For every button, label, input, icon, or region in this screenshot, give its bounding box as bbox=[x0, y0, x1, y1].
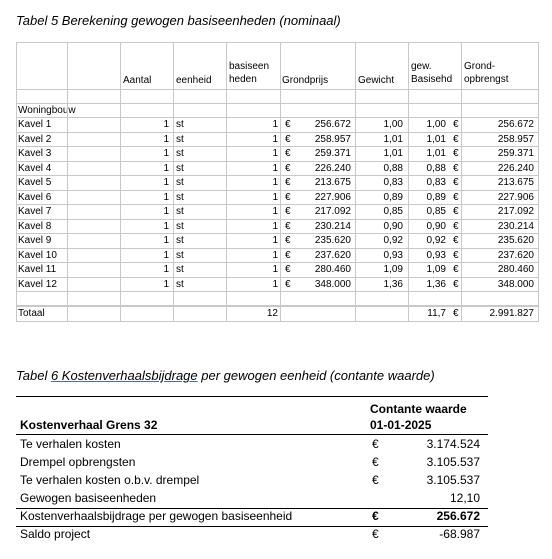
table5-gridline-horizontal bbox=[16, 117, 538, 118]
row-gewicht: 0,88 bbox=[383, 162, 403, 174]
row-grondopbrengst: 259.371 bbox=[497, 148, 534, 159]
row-gew-basiseenheden: 0,89 bbox=[426, 191, 446, 203]
row-gew-basiseenheden: 0,93 bbox=[426, 249, 446, 261]
row-gewicht: 0,92 bbox=[383, 235, 403, 246]
row-grondprijs-currency: € bbox=[285, 177, 291, 188]
table6-caption-prefix: Tabel bbox=[16, 368, 51, 383]
row-name: Kavel 2 bbox=[18, 133, 52, 145]
row-eenheid: st bbox=[176, 162, 184, 174]
table5-gridline-horizontal bbox=[16, 175, 538, 176]
table6-row-currency: € bbox=[372, 473, 379, 487]
table5-gridline-horizontal bbox=[16, 89, 538, 90]
row-gew-basiseenheden: 1,00 bbox=[426, 119, 446, 130]
table5-gridline-vertical bbox=[461, 42, 462, 322]
row-grondopbrengst: 256.672 bbox=[497, 119, 534, 130]
row-grondprijs: 280.460 bbox=[314, 264, 351, 275]
row-basiseenheden: 1 bbox=[272, 162, 278, 174]
row-eenheid: st bbox=[176, 249, 184, 261]
table6-top-rule bbox=[16, 396, 488, 397]
table5-gridline-vertical bbox=[538, 42, 539, 322]
table6-row-value: 3.174.524 bbox=[426, 437, 480, 451]
row-grondopbrengst-currency: € bbox=[453, 235, 459, 246]
table6-row-label: Kostenverhaalsbijdrage per gewogen basiseenheid bbox=[20, 509, 293, 523]
row-aantal: 1 bbox=[163, 148, 169, 159]
table5-gridline-horizontal bbox=[16, 277, 538, 278]
row-basiseenheden: 1 bbox=[272, 220, 278, 232]
row-grondprijs: 213.675 bbox=[314, 177, 351, 188]
row-gew-basiseenheden: 1,36 bbox=[426, 278, 446, 290]
row-grondprijs-currency: € bbox=[285, 119, 291, 130]
row-eenheid: st bbox=[176, 206, 184, 217]
table6-row-currency: € bbox=[372, 509, 379, 523]
table6-row-label: Te verhalen kosten o.b.v. drempel bbox=[20, 473, 200, 487]
row-grondopbrengst: 348.000 bbox=[497, 278, 534, 290]
total-gew-basiseenheden: 11,7 bbox=[427, 308, 446, 319]
header-aantal: Aantal bbox=[123, 75, 152, 86]
row-gew-basiseenheden: 0,85 bbox=[426, 206, 446, 217]
row-grondprijs: 217.092 bbox=[314, 206, 351, 217]
header-grondopbrengst-1: Grond- bbox=[464, 61, 496, 72]
row-grondopbrengst: 280.460 bbox=[497, 264, 534, 275]
table5 bbox=[16, 42, 538, 322]
row-aantal: 1 bbox=[163, 206, 169, 217]
header-basiseenheden-1: basiseen bbox=[229, 61, 270, 72]
table5-caption: Tabel 5 Berekening gewogen basiseenheden (nominaal) bbox=[16, 13, 341, 28]
table5-gridline-vertical bbox=[355, 42, 356, 322]
table6-col-header-1: Contante waarde bbox=[370, 402, 467, 416]
row-grondopbrengst: 230.214 bbox=[497, 220, 534, 232]
row-grondprijs-currency: € bbox=[285, 162, 291, 174]
row-basiseenheden: 1 bbox=[272, 206, 278, 217]
row-grondprijs-currency: € bbox=[285, 264, 291, 275]
row-eenheid: st bbox=[176, 220, 184, 232]
header-grondopbrengst-2: opbrengst bbox=[464, 74, 509, 85]
row-eenheid: st bbox=[176, 191, 184, 203]
row-aantal: 1 bbox=[163, 177, 169, 188]
total-currency: € bbox=[453, 308, 459, 319]
row-eenheid: st bbox=[176, 177, 184, 188]
table6-row-label: Drempel opbrengsten bbox=[20, 455, 136, 469]
total-label: Totaal bbox=[18, 308, 45, 319]
row-grondprijs-currency: € bbox=[285, 191, 291, 203]
row-grondprijs: 258.957 bbox=[314, 133, 351, 145]
row-grondopbrengst-currency: € bbox=[453, 220, 459, 232]
row-grondprijs: 230.214 bbox=[314, 220, 351, 232]
row-grondprijs: 235.620 bbox=[314, 235, 351, 246]
table6-row-currency: € bbox=[372, 455, 379, 469]
table5-gridline-horizontal bbox=[16, 190, 538, 191]
table6-title: Kostenverhaal Grens 32 bbox=[20, 418, 158, 432]
table5-gridline-horizontal bbox=[16, 204, 538, 205]
table6 bbox=[16, 396, 488, 546]
section-label-woningbouw: Woningbouw bbox=[18, 105, 76, 116]
row-basiseenheden: 1 bbox=[272, 177, 278, 188]
table5-gridline-horizontal bbox=[16, 305, 538, 306]
header-eenheid: eenheid bbox=[176, 75, 212, 86]
row-eenheid: st bbox=[176, 119, 184, 130]
row-gew-basiseenheden: 0,90 bbox=[426, 220, 446, 232]
row-aantal: 1 bbox=[163, 119, 169, 130]
total-grondopbrengst: 2.991.827 bbox=[489, 308, 534, 319]
row-aantal: 1 bbox=[163, 162, 169, 174]
table6-caption bbox=[16, 368, 435, 383]
row-aantal: 1 bbox=[163, 249, 169, 261]
table5-gridline-horizontal bbox=[16, 103, 538, 104]
row-gewicht: 1,36 bbox=[383, 278, 403, 290]
row-gew-basiseenheden: 0,92 bbox=[426, 235, 446, 246]
table5-gridline-horizontal bbox=[16, 219, 538, 220]
row-grondopbrengst: 213.675 bbox=[497, 177, 534, 188]
row-gewicht: 1,00 bbox=[383, 119, 403, 130]
row-grondprijs: 227.906 bbox=[314, 191, 351, 203]
row-grondopbrengst: 258.957 bbox=[497, 133, 534, 145]
row-gewicht: 0,93 bbox=[383, 249, 403, 261]
row-grondprijs-currency: € bbox=[285, 278, 291, 290]
row-grondprijs-currency: € bbox=[285, 206, 291, 217]
row-grondopbrengst-currency: € bbox=[453, 133, 459, 145]
row-eenheid: st bbox=[176, 133, 184, 145]
table5-gridline-horizontal bbox=[16, 132, 538, 133]
row-aantal: 1 bbox=[163, 235, 169, 246]
table6-row-value: 12,10 bbox=[449, 491, 480, 505]
row-name: Kavel 11 bbox=[18, 264, 57, 275]
row-gewicht: 0,90 bbox=[383, 220, 403, 232]
table5-gridline-horizontal bbox=[16, 146, 538, 147]
row-basiseenheden: 1 bbox=[272, 235, 278, 246]
table5-gridline-vertical bbox=[120, 42, 121, 322]
table6-header-rule bbox=[16, 434, 488, 435]
table5-gridline-horizontal bbox=[16, 321, 538, 322]
row-gewicht: 0,85 bbox=[383, 206, 403, 217]
row-gewicht: 1,01 bbox=[383, 133, 403, 145]
row-grondopbrengst-currency: € bbox=[453, 206, 459, 217]
row-gewicht: 0,83 bbox=[383, 177, 403, 188]
row-grondopbrengst-currency: € bbox=[453, 278, 459, 290]
row-gew-basiseenheden: 1,09 bbox=[426, 264, 446, 275]
row-grondopbrengst: 227.906 bbox=[497, 191, 534, 203]
row-name: Kavel 5 bbox=[18, 177, 52, 188]
row-grondopbrengst-currency: € bbox=[453, 177, 459, 188]
header-gew-basis-1: gew. bbox=[411, 61, 432, 72]
row-name: Kavel 1 bbox=[18, 119, 52, 130]
row-grondprijs-currency: € bbox=[285, 133, 291, 145]
row-grondprijs-currency: € bbox=[285, 220, 291, 232]
row-gew-basiseenheden: 1,01 bbox=[426, 133, 446, 145]
table5-gridline-vertical bbox=[67, 42, 68, 322]
row-grondprijs: 348.000 bbox=[314, 278, 351, 290]
row-gew-basiseenheden: 1,01 bbox=[426, 148, 446, 159]
table6-caption-suffix: per gewogen eenheid (contante waarde) bbox=[197, 368, 435, 383]
table5-gridline-vertical bbox=[16, 42, 17, 322]
row-aantal: 1 bbox=[163, 191, 169, 203]
table5-gridline-horizontal bbox=[16, 248, 538, 249]
row-name: Kavel 4 bbox=[18, 162, 52, 174]
table5-gridline-vertical bbox=[173, 42, 174, 322]
table5-gridline-horizontal bbox=[16, 42, 538, 43]
table5-gridline-vertical bbox=[280, 42, 281, 322]
row-grondopbrengst-currency: € bbox=[453, 264, 459, 275]
header-basiseenheden-2: heden bbox=[229, 74, 257, 85]
row-gewicht: 1,09 bbox=[383, 264, 403, 275]
row-grondopbrengst: 226.240 bbox=[497, 162, 534, 174]
table6-col-header-2: 01-01-2025 bbox=[370, 418, 432, 432]
table6-row-value: 256.672 bbox=[436, 509, 480, 523]
row-eenheid: st bbox=[176, 235, 184, 246]
table6-row-currency: € bbox=[372, 527, 379, 541]
header-grondprijs: Grondprijs bbox=[282, 75, 329, 86]
row-grondprijs-currency: € bbox=[285, 148, 291, 159]
table5-gridline-horizontal bbox=[16, 161, 538, 162]
row-grondopbrengst-currency: € bbox=[453, 119, 459, 130]
row-grondprijs-currency: € bbox=[285, 249, 291, 261]
row-basiseenheden: 1 bbox=[272, 278, 278, 290]
row-grondopbrengst-currency: € bbox=[453, 162, 459, 174]
row-aantal: 1 bbox=[163, 133, 169, 145]
row-basiseenheden: 1 bbox=[272, 249, 278, 261]
row-grondopbrengst: 237.620 bbox=[497, 249, 534, 261]
row-name: Kavel 3 bbox=[18, 148, 52, 159]
row-basiseenheden: 1 bbox=[272, 191, 278, 203]
total-basiseenheden: 12 bbox=[266, 308, 278, 319]
table6-row-value: -68.987 bbox=[439, 527, 480, 541]
row-grondopbrengst: 235.620 bbox=[497, 235, 534, 246]
table6-row-label: Saldo project bbox=[20, 527, 91, 541]
table6-row-value: 3.105.537 bbox=[426, 455, 480, 469]
row-name: Kavel 9 bbox=[18, 235, 52, 246]
header-gewicht: Gewicht bbox=[358, 75, 395, 86]
row-basiseenheden: 1 bbox=[272, 148, 278, 159]
row-name: Kavel 6 bbox=[18, 191, 52, 203]
row-aantal: 1 bbox=[163, 278, 169, 290]
table5-gridline-vertical bbox=[408, 42, 409, 322]
row-eenheid: st bbox=[176, 264, 184, 275]
table5-gridline-vertical bbox=[226, 42, 227, 322]
table5-gridline-horizontal bbox=[16, 233, 538, 234]
row-name: Kavel 8 bbox=[18, 220, 52, 232]
row-grondprijs: 259.371 bbox=[314, 148, 351, 159]
table6-row-value: 3.105.537 bbox=[426, 473, 480, 487]
row-grondprijs: 237.620 bbox=[314, 249, 351, 261]
table5-gridline-horizontal bbox=[16, 262, 538, 263]
row-gewicht: 1,01 bbox=[383, 148, 403, 159]
row-name: Kavel 10 bbox=[18, 249, 57, 261]
row-aantal: 1 bbox=[163, 264, 169, 275]
table6-row-label: Gewogen basiseenheden bbox=[20, 491, 157, 505]
table6-caption-underlined: 6 Kostenverhaalsbijdrage bbox=[50, 368, 198, 383]
row-grondopbrengst-currency: € bbox=[453, 148, 459, 159]
table6-row-currency: € bbox=[372, 437, 379, 451]
row-grondprijs: 226.240 bbox=[314, 162, 351, 174]
row-grondopbrengst-currency: € bbox=[453, 191, 459, 203]
row-gewicht: 0,89 bbox=[383, 191, 403, 203]
row-grondopbrengst-currency: € bbox=[453, 249, 459, 261]
row-name: Kavel 12 bbox=[18, 278, 57, 290]
row-grondprijs: 256.672 bbox=[314, 119, 351, 130]
header-gew-basis-2: Basisehd bbox=[411, 74, 453, 85]
row-gew-basiseenheden: 0,83 bbox=[426, 177, 446, 188]
table5-gridline-horizontal bbox=[16, 291, 538, 292]
row-eenheid: st bbox=[176, 278, 184, 290]
row-basiseenheden: 1 bbox=[272, 133, 278, 145]
table6-row-label: Te verhalen kosten bbox=[20, 437, 121, 451]
row-gew-basiseenheden: 0,88 bbox=[426, 162, 446, 174]
row-basiseenheden: 1 bbox=[272, 264, 278, 275]
row-grondopbrengst: 217.092 bbox=[497, 206, 534, 217]
row-aantal: 1 bbox=[163, 220, 169, 232]
row-name: Kavel 7 bbox=[18, 206, 52, 217]
row-basiseenheden: 1 bbox=[272, 119, 278, 130]
row-eenheid: st bbox=[176, 148, 184, 159]
row-grondprijs-currency: € bbox=[285, 235, 291, 246]
